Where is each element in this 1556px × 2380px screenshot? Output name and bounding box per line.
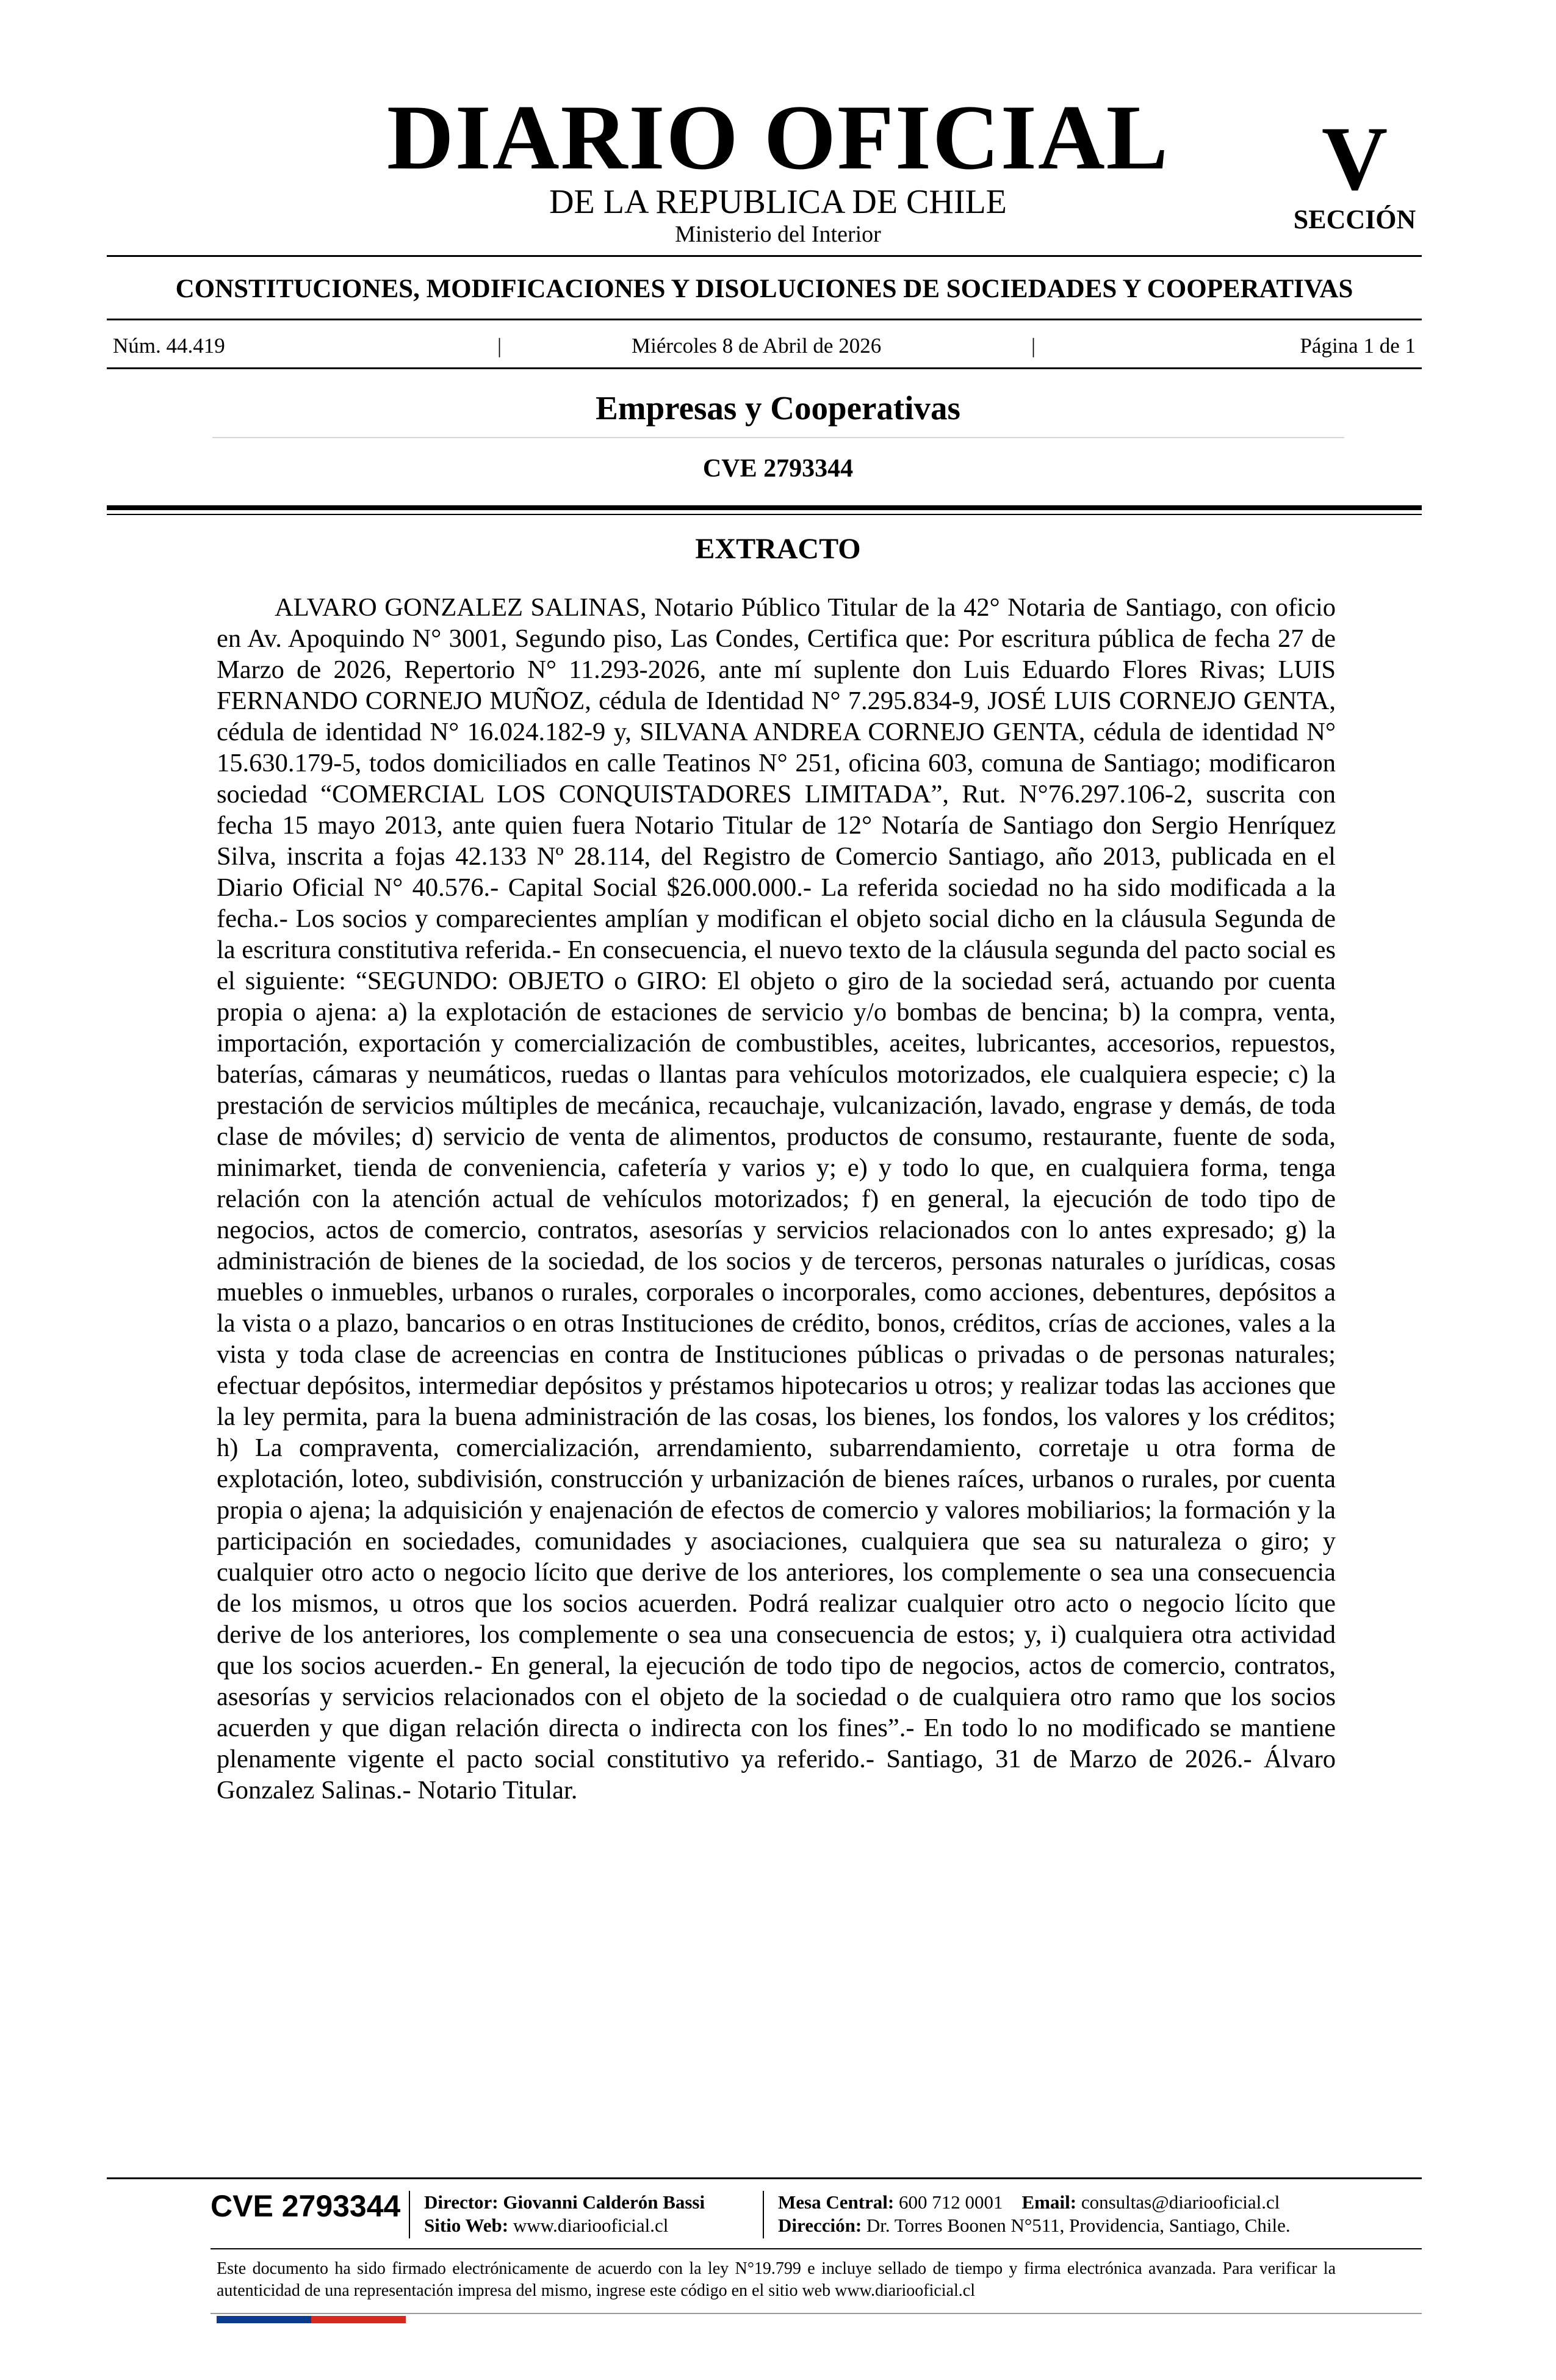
director-label: Director: [424,2191,499,2213]
footer-cve: CVE 2793344 [211,2189,401,2223]
flag-bar-red [311,2316,406,2323]
cve-code: CVE 2793344 [702,455,854,483]
footer-bottom-rule [211,2313,1422,2314]
footer-divider-2 [763,2191,764,2238]
issue-separator: | [1031,334,1036,358]
section-letter: V [1321,108,1388,209]
section-word: SECCIÓN [1293,204,1416,234]
section-heading: CONSTITUCIONES, MODIFICACIONES Y DISOLUCIONES DE SOCIEDADES Y COOPERATIVAS [175,275,1353,303]
address-value: Dr. Torres Boonen N°511, Providencia, Santiago, Chile. [866,2215,1291,2236]
section-mark [1288,108,1422,235]
issue-date: Miércoles 8 de Abril de 2026 [632,334,882,358]
category-title: Empresas y Cooperativas [596,389,960,427]
email-link[interactable]: consultas@diariooficial.cl [1081,2191,1280,2213]
director-value: Giovanni Calderón Bassi [503,2191,705,2213]
website-link[interactable]: www.diariooficial.cl [513,2215,669,2236]
document-title: EXTRACTO [695,533,861,565]
newspaper-title: DIARIO OFICIAL [386,86,1170,189]
issue-row [113,333,1416,359]
footer-divider-1 [409,2191,410,2238]
footer-director-block [424,2191,705,2237]
document-body: ALVARO GONZALEZ SALINAS, Notario Público Titular de la 42° Notaria de Santiago, con oficio en Av. Apoquindo N° 3001, Segundo piso, Las Condes, Certifica que: Por escritura pública de fecha 27 de Marzo de 2026, Repertorio N° 11.293-2026, ante mí suplente don Luis Eduardo Flores Rivas; LUIS FERNANDO CORNEJO MUÑOZ, cédula de Identidad N° 7.295.834-9, JOSÉ LUIS CORNEJO GENTA, cédula de identidad N° 16.024.182-9 y, SILVANA ANDREA CORNEJO GENTA, cédula de identidad N° 15.630.179-5, todos domiciliados en calle Teatinos N° 251, oficina 603, comuna de Santiago; modificaron sociedad “COMERCIAL LOS CONQUISTADORES LIMITADA”, Rut. N°76.297.106-2, suscrita con fecha 15 mayo 2013, ante quien fuera Notario Titular de 12° Notaría de Santiago don Sergio Henríquez Silva, inscrita a fojas 42.133 Nº 28.114, del Registro de Comercio Santiago, año 2013, publicada en el Diario Oficial N° 40.576.- Capital Social $26.000.000.- La referida sociedad no ha sido modificada a la fecha.- Los socios y comparecientes amplían y modifican el objeto social dicho en la cláusula Segunda de la escritura constitutiva referida.- En consecuencia, el nuevo texto de la cláusula segunda del pacto social es el siguiente: “SEGUNDO: OBJETO o GIRO: El objeto o giro de la sociedad será, actuando por cuenta propia o ajena: a) la explotación de estaciones de servicio y/o bombas de bencina; b) la compra, venta, importación, exportación y comercialización de combustibles, aceites, lubricantes, accesorios, repuestos, baterías, cámaras y neumáticos, ruedas o llantas para vehículos motorizados, ele cualquiera especie; c) la prestación de servicios múltiples de mecánica, recauchaje, vulcanización, lavado, engrase y demás, de toda clase de móviles; d) servicio de venta de alimentos, productos de consumo, restaurante, fuente de soda, minimarket, tienda de conveniencia, cafetería y varios y; e) y todo lo que, en cualquiera forma, tenga relación con la atención actual de vehículos motorizados; f) en general, la ejecución de todo tipo de negocios, actos de comercio, contratos, asesorías y servicios relacionados con lo antes expresado; g) la administración de bienes de la sociedad, de los socios y de terceros, personas naturales o jurídicas, cosas muebles o inmuebles, urbanos o rurales, corporales o incorporales, como acciones, debentures, depósitos a la vista o a plazo, bancarios o en otras Instituciones de crédito, bonos, créditos, crías de acciones, vales a la vista y toda clase de acreencias en contra de Instituciones públicas o privadas o de personas naturales; efectuar depósitos, intermediar depósitos y préstamos hipotecarios u otros; y realizar todas las acciones que la ley permita, para la buena administración de las cosas, los bienes, los fondos, los valores y los créditos; h) La compraventa, comercialización, arrendamiento, subarrendamiento, corretaje u otra forma de explotación, loteo, subdivisión, construcción y urbanización de bienes raíces, urbanos o rurales, por cuenta propia o ajena; la adquisición y enajenación de efectos de comercio y valores mobiliarios; la formación y la participación en sociedades, comunidades y asociaciones, cualquiera que sea su naturaleza o giro; y cualquier otro acto o negocio lícito que derive de los anteriores, los complemente o sea una consecuencia de los mismos, u otros que los socios acuerden. Podrá realizar cualquier otro acto o negocio lícito que derive de los anteriores, los complemente o sea una consecuencia de estos; y, i) cualquiera otra actividad que los socios acuerden.- En general, la ejecución de todo tipo de negocios, actos de comercio, contratos, asesorías y servicios relacionados con el objeto de la sociedad o de cualquiera otro ramo que los socios acuerden y que digan relación directa o indirecta con los fines”.- En todo lo no modificado se mantiene plenamente vigente el pacto social constitutivo ya referido.- Santiago, 31 de Marzo de 2026.- Álvaro Gonzalez Salinas.- Notario Titular. [217,593,1336,1805]
issue-number: Núm. 44.419 [113,334,225,358]
email-label: Email: [1021,2191,1077,2213]
heading-rule [107,319,1422,320]
mesa-value: 600 712 0001 [899,2191,1003,2213]
issue-rule [107,367,1422,369]
cve-rule-thin [107,514,1422,515]
footer-top-rule [107,2177,1422,2179]
flag-bar-blue [217,2316,311,2323]
issue-separator: | [497,334,502,358]
newspaper-subtitle: DE LA REPUBLICA DE CHILE [549,183,1007,221]
category-divider [212,437,1344,438]
ministry-line: Ministerio del Interior [675,222,881,247]
footer-contact-block [778,2191,1291,2237]
mesa-label: Mesa Central: [778,2191,895,2213]
footer-signature-note: Este documento ha sido firmado electrónicamente de acuerdo con la ley N°19.799 e incluye sellado de tiempo y firma electrónica avanzada. Para verificar la autenticidad de una representación impresa del mismo, ingrese este código en el sitio web www.diariooficial.cl [217,2259,1336,2300]
website-label: Sitio Web: [424,2215,509,2236]
issue-page: Página 1 de 1 [1300,334,1416,358]
address-label: Dirección: [778,2215,862,2236]
cve-rule-thick [107,505,1422,510]
masthead-rule [107,255,1422,257]
footer-mid-rule [211,2248,1422,2249]
